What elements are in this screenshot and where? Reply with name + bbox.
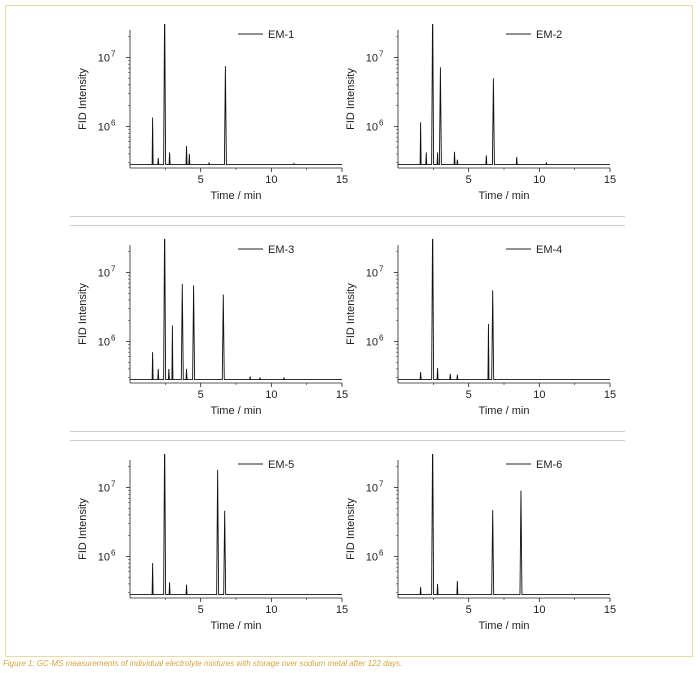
x-tick-label: 5 [197,389,204,401]
chart-panel-5 [77,432,348,632]
row-separator [70,431,625,432]
y-tick-exponent: 7 [379,264,384,274]
y-axis-label: FID Intensity [345,498,357,560]
chromatogram-trace [398,432,610,594]
y-tick-label: 10 [97,551,110,564]
y-tick-label: 10 [365,551,378,564]
y-tick-exponent: 7 [111,264,116,274]
x-tick-label: 5 [197,174,204,186]
x-axis-label: Time / min [210,190,262,202]
chromatogram-trace [398,2,610,164]
y-tick-exponent: 7 [379,479,384,489]
chromatogram-trace [130,2,342,164]
legend-label: EM-1 [268,29,295,41]
y-axis-label: FID Intensity [77,498,89,560]
legend-label: EM-5 [268,459,295,471]
y-tick-exponent: 6 [111,118,116,128]
x-axis-label: Time / min [210,405,262,417]
y-tick-label: 10 [97,121,110,134]
x-tick-label: 15 [603,604,617,616]
chart-panel-1 [77,2,348,202]
y-tick-label: 10 [97,52,110,65]
y-axis-label: FID Intensity [77,68,89,130]
legend-label: EM-6 [536,459,563,471]
y-tick-label: 10 [365,267,378,280]
x-tick-label: 15 [603,389,617,401]
y-tick-exponent: 6 [379,118,384,128]
x-axis-label: Time / min [478,620,530,632]
legend-label: EM-4 [536,244,563,256]
row-separator [70,440,625,441]
y-tick-label: 10 [97,267,110,280]
y-tick-exponent: 6 [111,548,116,558]
row-separator [70,216,625,217]
y-tick-exponent: 7 [111,49,116,59]
x-tick-label: 10 [265,604,278,616]
chart-panel-3 [77,217,348,417]
y-tick-exponent: 7 [111,479,116,489]
chart-panel-4 [345,217,616,417]
x-tick-label: 15 [335,389,349,401]
chromatogram-trace [130,432,342,594]
x-tick-label: 15 [335,604,349,616]
x-tick-label: 5 [465,604,472,616]
x-axis-label: Time / min [210,620,262,632]
chromatogram-trace [130,217,342,379]
y-tick-label: 10 [365,482,378,495]
row-separator [70,225,625,226]
x-tick-label: 15 [335,174,349,186]
x-tick-label: 10 [533,389,546,401]
x-tick-label: 15 [603,174,617,186]
y-tick-exponent: 7 [379,49,384,59]
y-axis-label: FID Intensity [345,283,357,345]
y-axis-label: FID Intensity [345,68,357,130]
y-axis-label: FID Intensity [77,283,89,345]
x-tick-label: 5 [197,604,204,616]
y-tick-label: 10 [97,336,110,349]
x-tick-label: 5 [465,174,472,186]
x-tick-label: 10 [265,389,278,401]
chart-panel-6 [345,432,616,632]
x-axis-label: Time / min [478,405,530,417]
y-tick-label: 10 [365,121,378,134]
y-tick-label: 10 [365,336,378,349]
x-tick-label: 10 [265,174,278,186]
y-tick-label: 10 [97,482,110,495]
x-tick-label: 10 [533,604,546,616]
legend-label: EM-2 [536,29,563,41]
chart-panel-2 [345,2,616,202]
x-tick-label: 5 [465,389,472,401]
x-axis-label: Time / min [478,190,530,202]
chromatogram-trace [398,217,610,379]
y-tick-exponent: 6 [379,333,384,343]
y-tick-exponent: 6 [111,333,116,343]
y-tick-exponent: 6 [379,548,384,558]
y-tick-label: 10 [365,52,378,65]
x-tick-label: 10 [533,174,546,186]
figure-caption: Figure 1: GC-MS measurements of individual electrolyte mixtures with storage over sodium metal after 122 days. [3,659,403,668]
legend-label: EM-3 [268,244,295,256]
